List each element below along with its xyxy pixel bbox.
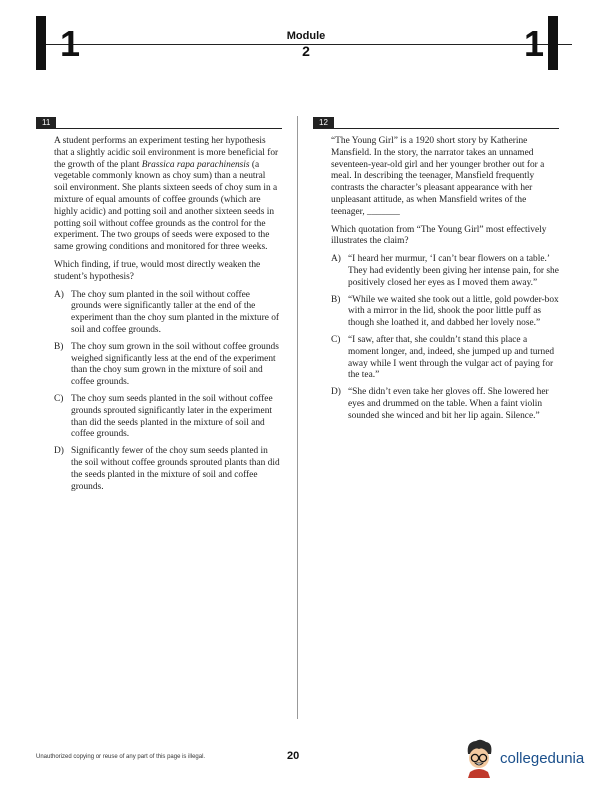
q12-question: Which quotation from “The Young Girl” most effectively illustrates the claim? — [331, 224, 547, 247]
q11-option-a[interactable]: A) The choy sum planted in the soil without coffee grounds were significantly taller at the end of the experiment than the choy sum planted in the mixture of soil and coffee grounds. — [54, 289, 280, 335]
question-11 — [54, 136, 280, 498]
question-number-11: 11 — [36, 117, 56, 129]
module-indicator — [266, 30, 346, 59]
question-number-12: 12 — [313, 117, 334, 129]
module-number: 2 — [302, 43, 310, 59]
section-bar-right — [548, 16, 558, 70]
q11-passage: A student performs an experiment testing her hypothesis that a slightly acidic soil environment is more beneficial for the growth of the plant Brassica rapa parachinensis (a vegetable commonly known as choy sum) than a neutral soil environment. She plants sixteen seeds of choy sum in a mixture of equal amounts of coffee grounds (which are highly acidic) and potting soil and another sixteen seeds in potting soil without coffee grounds as the control for the experiment. The two groups of seeds were exposed to the same growing conditions and monitored for three weeks. — [54, 136, 279, 253]
q12-option-d[interactable]: D) “She didn’t even take her gloves off. She lowered her eyes and drummed on the table. When a faint violin sounded she winced and bit her lip again. Silence.” — [331, 387, 549, 421]
section-number-right: 1 — [523, 23, 544, 64]
q12-option-b[interactable]: B) “While we waited she took out a little, gold powder-box with a mirror in the lid, shook the poor little puff as though she loathed it, and dabbed her lovely nose.” — [331, 294, 559, 329]
q11-question: Which finding, if true, would most directly weaken the student’s hypothesis? — [54, 259, 261, 282]
question-rule-11 — [36, 128, 282, 129]
q11-option-c[interactable]: C) The choy sum seeds planted in the soil without coffee grounds sprouted significantly later in the experiment than did the seeds planted in the mixture of soil and coffee grounds. — [54, 393, 273, 440]
page-number: 20 — [287, 750, 300, 762]
section-number-left: 1 — [60, 23, 81, 64]
q11-option-d[interactable]: D) Significantly fewer of the choy sum seeds planted in the soil without coffee grounds sprouted plants than did the seeds planted in the mixture of soil and coffee grounds. — [54, 446, 280, 492]
question-12 — [331, 136, 559, 428]
q12-passage: “The Young Girl” is a 1920 short story by Katherine Mansfield. In the story, the narrator takes an unnamed seventeen-year-old girl and her younger brother out for a meal. In describing the teenager, Mansfield frequently contrasts the character’s pleasant appearance with her unpleasant attitude, as when Mansfield writes of the teenager, _______ — [331, 136, 545, 217]
q12-option-c[interactable]: C) “I saw, after that, she couldn’t stand this place a moment longer, and, indeed, she jumped up and turned away while I went through the vulgar act of paying for the tea.” — [331, 334, 555, 381]
q11-option-b[interactable]: B) The choy sum grown in the soil without coffee grounds weighed significantly less at the end of the experiment than the choy sum grown in the mixture of soil and coffee grounds. — [54, 341, 279, 388]
column-divider — [297, 116, 298, 719]
question-rule-12 — [313, 128, 559, 129]
q12-option-a[interactable]: A) “I heard her murmur, ‘I can’t bear flowers on a table.’ They had evidently been giving her intense pain, for she positively closed her eyes as I moved them away.” — [331, 254, 559, 288]
copyright-notice: Unauthorized copying or reuse of any part of this page is illegal. — [36, 754, 206, 760]
brand-name: collegedunia — [500, 749, 585, 767]
mascot-icon — [462, 738, 496, 778]
module-label: Module — [286, 30, 326, 42]
brand-logo — [462, 738, 584, 778]
